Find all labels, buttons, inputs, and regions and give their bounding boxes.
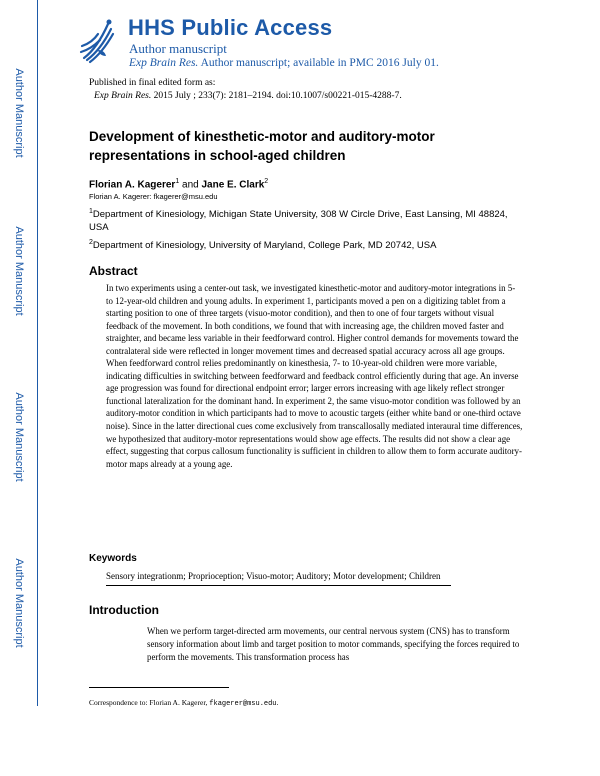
author-list	[89, 178, 268, 190]
affiliation-mark: 2	[89, 239, 93, 246]
citation-journal: Exp Brain Res.	[94, 91, 152, 101]
keywords-heading: Keywords	[89, 553, 137, 564]
keywords-list: Sensory integrationm; Proprioception; Visuo-motor; Auditory; Motor development; Children	[106, 571, 441, 581]
affiliation-mark: 1	[89, 208, 93, 215]
abstract-heading: Abstract	[89, 264, 138, 278]
footnote-end: .	[276, 698, 279, 707]
keywords-divider	[106, 585, 451, 586]
header-availability: Author manuscript; available in PMC 2016 July 01.	[200, 57, 439, 69]
author-name: Jane E. Clark	[201, 179, 265, 191]
author-conjunction: and	[182, 179, 199, 191]
author-affiliation-mark: 1	[175, 178, 180, 185]
affiliation-text: Department of Kinesiology, Michigan State University, 308 W Circle Drive, East Lansing, MI 48824, USA	[89, 209, 508, 234]
footnote-divider	[89, 687, 229, 688]
sidebar: Author Manuscript Author Manuscript Author Manuscript Author Manuscript	[0, 0, 38, 776]
citation-details: 2015 July ; 233(7): 2181–2194. doi:10.1007/s00221-015-4288-7.	[153, 91, 402, 101]
correspondence-footnote	[89, 698, 278, 708]
header-journal: Exp Brain Res.	[129, 57, 199, 69]
author-affiliation-mark: 2	[264, 178, 269, 185]
article-title: Development of kinesthetic-motor and auditory-motor representations in school-aged children	[89, 129, 435, 163]
author-name: Florian A. Kagerer	[89, 179, 176, 191]
affiliation-1	[89, 205, 519, 234]
introduction-heading: Introduction	[89, 603, 159, 617]
abstract-body: In two experiments using a center-out task, we investigated kinesthetic-motor and auditory-motor integrations in 5- to 12-year-old children and young adults. In experiment 1, participants moved a pen on a digitizing tablet from a starting position to one of three targets (visuo-motor condition), and then to one of four targets without visual feedback of the movement. In both conditions, we found that with increasing age, the children moved faster and straighter, and became less variable in their feedforward control. Higher control demands for movements toward the contralateral side were reflected in longer movement times and decreased spatial accuracy across all age groups. When feedforward control relies predominantly on kinesthesia, 7- to 10-year-old children were more variable, indicating difficulties in switching between feedforward and feedback control efficiently during that age. An inverse age progression was found for directional endpoint error; larger errors increasing with age likely reflect stronger functional lateralization for the dominant hand. In experiment 2, the same visuo-motor condition was followed by an auditory-motor condition in which participants had to move to acoustic targets (either white band or one-third octave noise). Since in the latter directional cues come exclusively from transcallosally mediated interaural time differences, we hypothesized that auditory-motor representations would show age effects. The results did not show a clear age effect, suggesting that corpus callosum functionality is sufficient in children to allow them to form accurate auditory-motor maps already at a young age.	[106, 283, 523, 469]
hhs-eagle-logo-icon	[78, 16, 116, 66]
footnote-label: Correspondence to: Florian A. Kagerer,	[89, 698, 208, 707]
affiliation-text: Department of Kinesiology, University of Maryland, College Park, MD 20742, USA	[92, 240, 437, 252]
author-manuscript-subtitle: Author manuscript	[129, 41, 227, 56]
sidebar-divider	[37, 0, 38, 706]
hhs-public-access-title: HHS Public Access	[128, 15, 333, 40]
published-label: Published in final edited form as:	[89, 78, 216, 88]
publication-citation	[94, 91, 402, 101]
footnote-email: fkagerer@msu.edu	[209, 700, 277, 708]
affiliation-2	[89, 236, 519, 252]
author-email-line: Florian A. Kagerer: fkagerer@msu.edu	[89, 192, 218, 201]
availability-line	[129, 57, 439, 69]
introduction-body: When we perform target-directed arm movements, our central nervous system (CNS) has to transform sensory information about limb and target position to motor commands, specifying the forces required to perform the movements. This transformation process has	[147, 626, 520, 662]
